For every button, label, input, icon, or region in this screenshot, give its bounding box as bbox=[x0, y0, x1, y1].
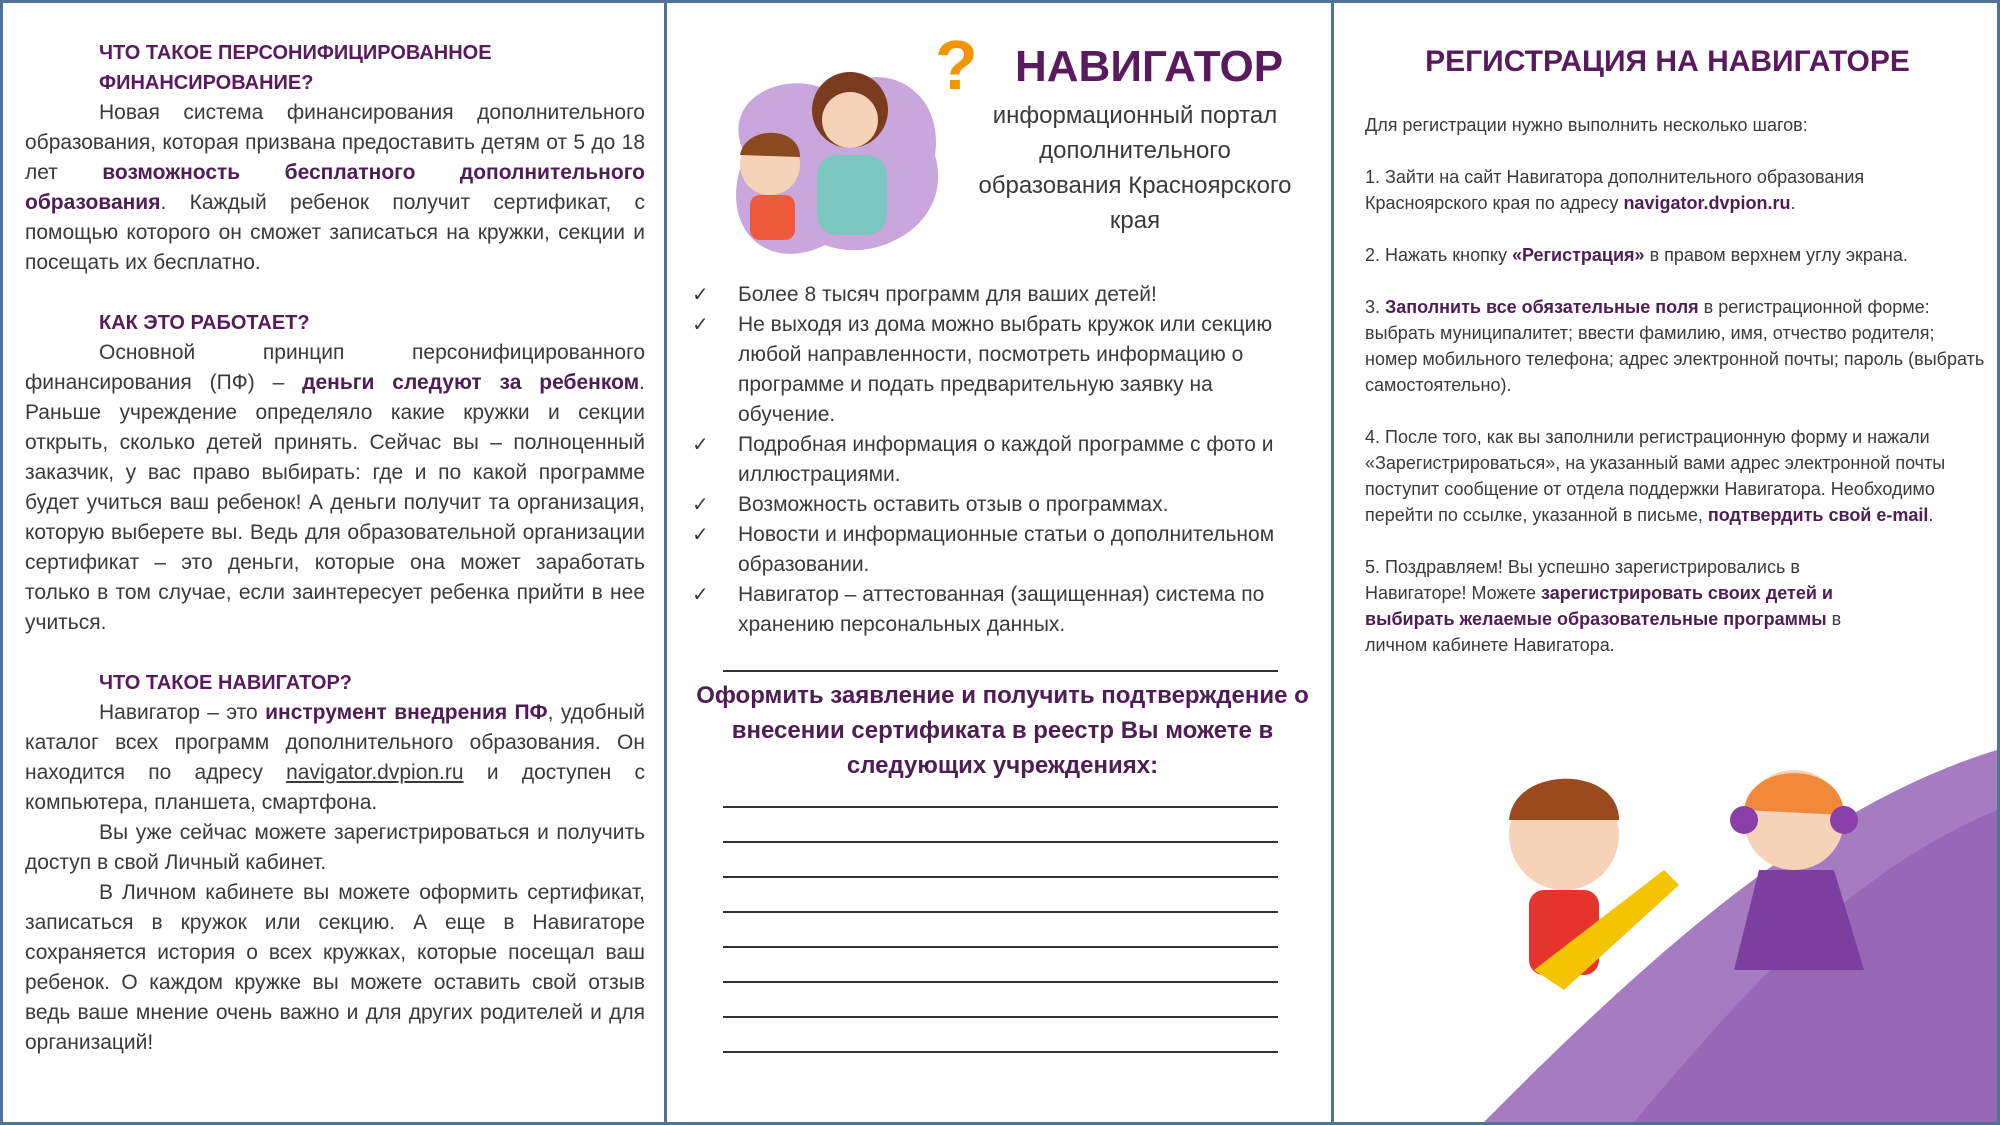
text: в правом верхнем углу экрана. bbox=[1644, 245, 1908, 265]
text: 2. Нажать кнопку bbox=[1365, 245, 1512, 265]
panel-divider bbox=[664, 0, 667, 1125]
text: в личном кабинете Навигатора. bbox=[1365, 609, 1842, 655]
step-3 bbox=[1365, 294, 1990, 398]
step-4 bbox=[1365, 424, 1990, 528]
check-icon: ✓ bbox=[692, 314, 709, 336]
blank-line bbox=[723, 946, 1278, 948]
navigator-subtitle: информационный портал дополнительного образования Красноярского края bbox=[978, 102, 1292, 234]
list-item bbox=[690, 430, 1315, 490]
heading-what-is-navigator: ЧТО ТАКОЕ НАВИГАТОР? bbox=[99, 672, 353, 694]
text: 5. Поздравляем! Вы успешно зарегистрировались в Навигаторе! Можете bbox=[1365, 557, 1800, 603]
item-text: Навигатор – аттестованная (защищенная) система по хранению персональных данных. bbox=[738, 583, 1265, 636]
blank-line bbox=[723, 806, 1278, 808]
left-panel bbox=[25, 38, 645, 1058]
mother-child-illustration bbox=[705, 35, 965, 260]
text: и доступен с компьютера, планшета, смартфона. bbox=[25, 761, 646, 814]
text: 1. Зайти на сайт Навигатора дополнительного образования Красноярского края по адресу bbox=[1365, 167, 1865, 213]
check-icon: ✓ bbox=[692, 584, 709, 606]
bold-text: инструмент внедрения ПФ bbox=[265, 701, 548, 724]
text: Навигатор – это bbox=[99, 701, 266, 724]
blank-line bbox=[723, 911, 1278, 913]
blank-line bbox=[723, 876, 1278, 878]
list-item bbox=[690, 520, 1315, 580]
item-text: Новости и информационные статьи о дополнительном образовании. bbox=[738, 523, 1275, 576]
blank-line bbox=[723, 981, 1278, 983]
item-text: Возможность оставить отзыв о программах. bbox=[738, 493, 1169, 516]
paragraph: В Личном кабинете вы можете оформить сертификат, записаться в кружок или секцию. А еще в Навигаторе сохраняется история о всех кружках, которые посещал ваш ребенок. О каждом кружке вы можете оставить свой отзыв ведь ваше мнение очень важно и для других родителей и для организаций! bbox=[25, 881, 645, 1054]
blank-line bbox=[723, 1051, 1278, 1053]
registration-title: РЕГИСТРАЦИЯ НА НАВИГАТОРЕ bbox=[1425, 45, 1910, 78]
bold-text: «Регистрация» bbox=[1511, 245, 1645, 265]
bold-text: зарегистрировать своих детей и выбирать желаемые образовательные программы bbox=[1365, 583, 1833, 629]
step-5 bbox=[1365, 554, 1885, 658]
text: . Каждый ребенок получит сертификат, с помощью которого он сможет записаться на кружки, секции и посещать их бесплатно. bbox=[25, 191, 645, 274]
check-icon: ✓ bbox=[692, 524, 709, 546]
text: . bbox=[1928, 505, 1934, 525]
text: в регистрационной форме: выбрать муниципалитет; ввести фамилию, имя, отчество родителя; номер мобильного телефона; адрес электронной почты; пароль (выбрать самостоятельно). bbox=[1365, 297, 1985, 395]
bold-text: возможность бесплатного дополнительного образования bbox=[25, 161, 645, 214]
paragraph bbox=[25, 338, 645, 638]
children-music-illustration bbox=[1334, 720, 1997, 1122]
text: . Раньше учреждение определяло какие кружки и секции открыть, сколько детей принять. Сейчас вы – полноценный заказчик, у вас право выбирать: где и по какой программе будет учиться ваш ребенок! А деньги получит та организация, которую выберете вы. Ведь для образовательной организации сертификат – это деньги, которые она может заработать только в том случае, если заинтересует ребенка прийти в нее учиться. bbox=[25, 371, 645, 634]
check-icon: ✓ bbox=[692, 494, 709, 516]
question-mark-icon: ? bbox=[935, 26, 978, 104]
site-link[interactable]: navigator.dvpion.ru bbox=[1623, 193, 1791, 213]
blank-line bbox=[723, 841, 1278, 843]
registration-steps bbox=[1365, 112, 1990, 684]
step-1 bbox=[1365, 164, 1990, 216]
navigator-link[interactable]: navigator.dvpion.ru bbox=[286, 761, 464, 784]
text: , удобный каталог всех программ дополнительного образования. Он находится по адресу bbox=[25, 701, 645, 784]
heading-personified-financing: ЧТО ТАКОЕ ПЕРСОНИФИЦИРОВАННОЕ ФИНАНСИРОВАНИЕ? bbox=[99, 42, 492, 94]
blank-line bbox=[723, 670, 1278, 672]
heading-how-it-works: КАК ЭТО РАБОТАЕТ? bbox=[99, 312, 310, 334]
text: Основной принцип персонифицированного финансирования (ПФ) – bbox=[25, 341, 645, 394]
bold-text: подтвердить свой e-mail bbox=[1707, 505, 1929, 525]
bold-text: Заполнить все обязательные поля bbox=[1385, 297, 1699, 317]
text: Новая система финансирования дополнительного образования, которая призвана предоставить детям от 5 до 18 лет bbox=[25, 101, 645, 184]
list-item bbox=[690, 280, 1315, 310]
blank-line bbox=[723, 1016, 1278, 1018]
list-item bbox=[690, 580, 1315, 640]
application-note: Оформить заявление и получить подтверждение о внесении сертификата в реестр Вы можете в следующих учреждениях: bbox=[696, 682, 1309, 779]
intro: Для регистрации нужно выполнить несколько шагов: bbox=[1365, 115, 1808, 135]
check-icon: ✓ bbox=[692, 284, 709, 306]
navigator-title: НАВИГАТОР bbox=[1015, 42, 1284, 91]
check-icon: ✓ bbox=[692, 434, 709, 456]
text: . bbox=[1790, 193, 1796, 213]
text: 3. bbox=[1365, 297, 1386, 317]
bold-text: деньги следуют за ребенком bbox=[302, 371, 640, 394]
item-text: Подробная информация о каждой программе с фото и иллюстрациями. bbox=[738, 433, 1274, 486]
list-item bbox=[690, 490, 1315, 520]
item-text: Не выходя из дома можно выбрать кружок или секцию любой направленности, посмотреть информацию о программе и подать предварительную заявку на обучение. bbox=[738, 313, 1273, 426]
feature-list bbox=[690, 280, 1315, 640]
list-item bbox=[690, 310, 1315, 430]
paragraph bbox=[25, 698, 645, 818]
paragraph bbox=[25, 98, 645, 278]
text: 4. После того, как вы заполнили регистрационную форму и нажали «Зарегистрироваться», на указанный вами адрес электронной почты поступит сообщение от отдела поддержки Навигатора. Необходимо перейти по ссылке, указанной в письме, bbox=[1365, 427, 1946, 525]
item-text: Более 8 тысяч программ для ваших детей! bbox=[738, 283, 1157, 306]
paragraph: Вы уже сейчас можете зарегистрироваться и получить доступ в свой Личный кабинет. bbox=[25, 821, 645, 874]
step-2 bbox=[1365, 242, 1990, 268]
